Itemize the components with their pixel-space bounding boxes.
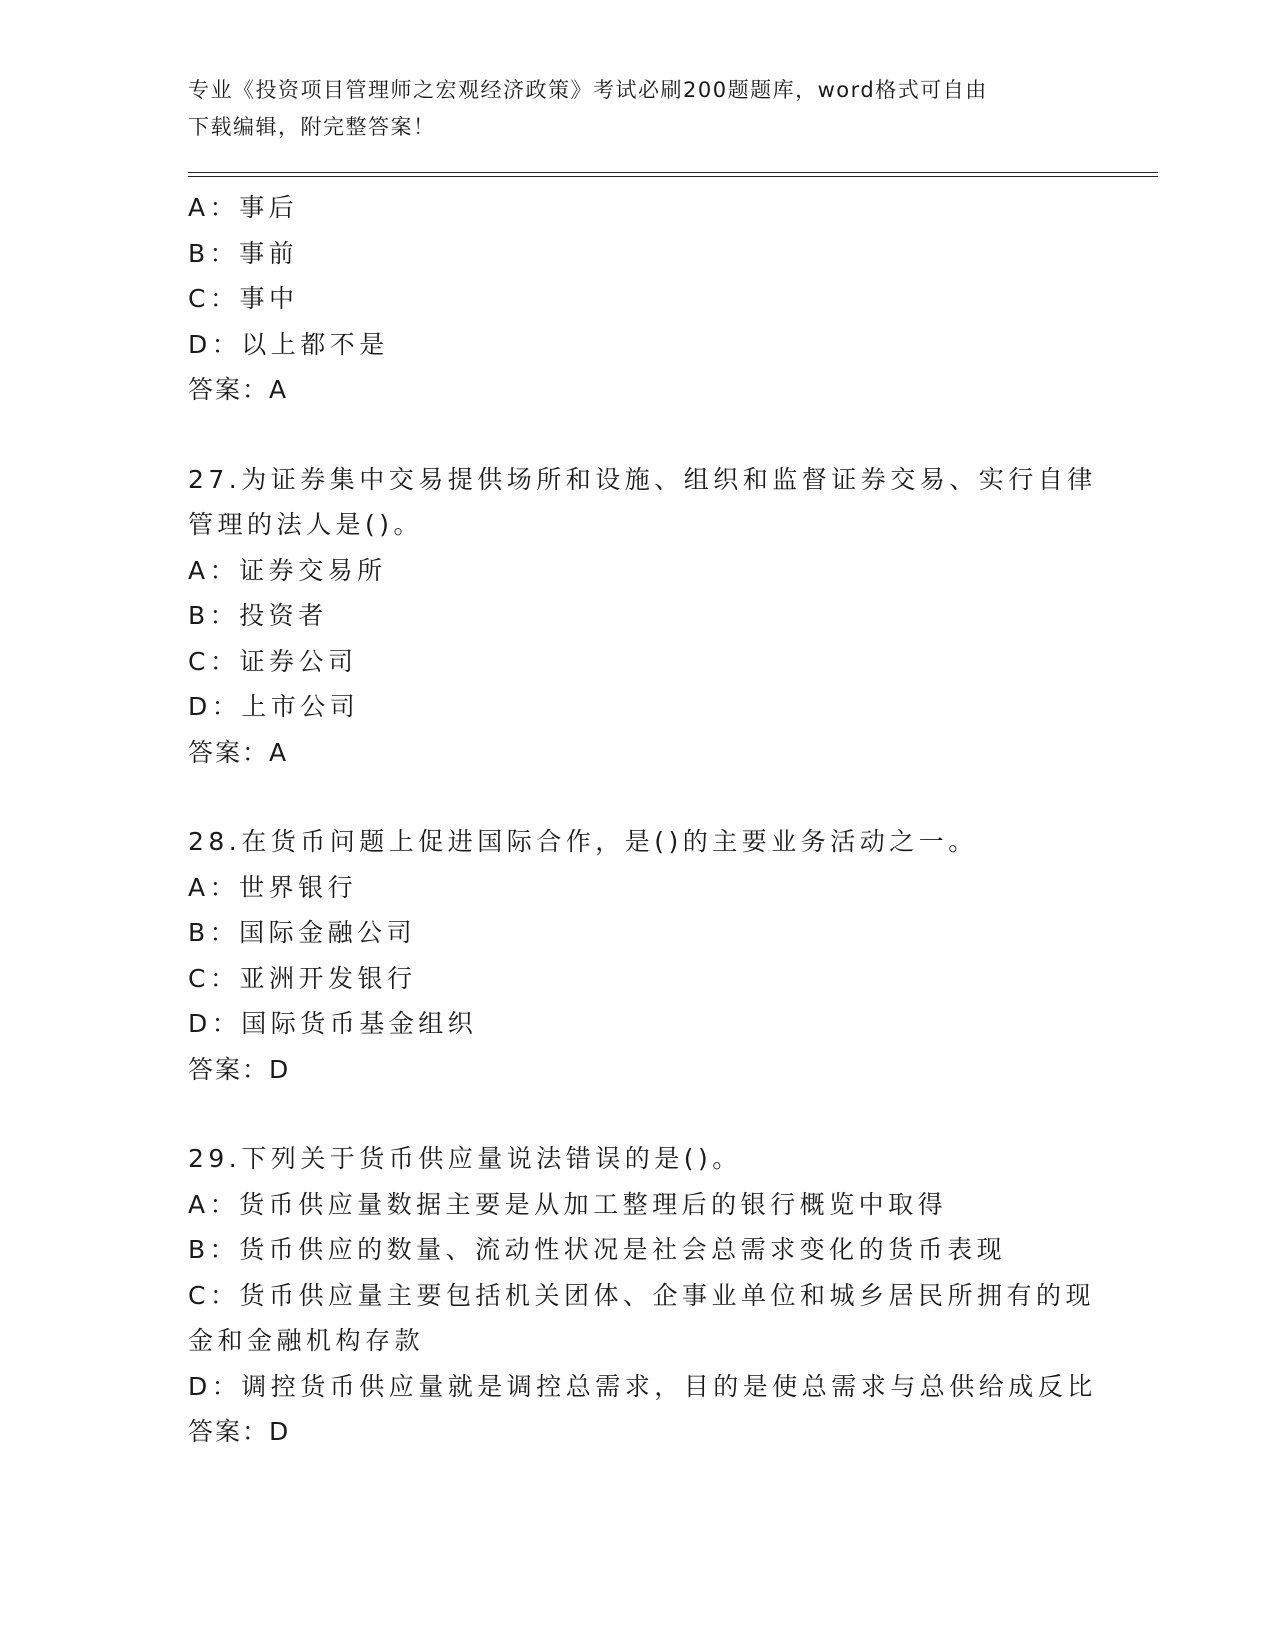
question-block <box>188 1136 1158 1455</box>
question-block <box>188 819 1158 1092</box>
option-b: B：国际金融公司 <box>188 918 417 947</box>
option-a: A：货币供应量数据主要是从加工整理后的银行概览中取得 <box>188 1189 948 1219</box>
option-c: C：货币供应量主要包括机关团体、企事业单位和城乡居民所拥有的现 <box>188 1280 1095 1310</box>
answer-value: A <box>269 737 289 767</box>
option-b: B：事前 <box>188 238 299 268</box>
option-c: C：证券公司 <box>188 646 358 676</box>
document-page <box>188 72 1158 1455</box>
answer-line <box>188 1047 1158 1093</box>
option-c: C：事中 <box>188 284 299 313</box>
option-a: A：事后 <box>188 193 299 222</box>
answer-line <box>188 730 1158 776</box>
answer-line <box>188 1409 1158 1455</box>
option-c: C：亚洲开发银行 <box>188 963 417 993</box>
question-stem: 管理的法人是()。 <box>188 510 424 539</box>
document-header <box>188 72 1158 146</box>
header-line-2: 下载编辑，附完整答案！ <box>188 115 436 139</box>
answer-label: 答案： <box>188 1417 270 1446</box>
answer-label: 答案： <box>188 1054 270 1084</box>
option-d: D：上市公司 <box>188 692 360 721</box>
answer-line <box>188 367 1158 413</box>
option-b: B：投资者 <box>188 601 328 630</box>
answer-label: 答案： <box>188 375 270 404</box>
option-c-continued: 金和金融机构存款 <box>188 1326 425 1355</box>
question-block <box>188 185 1158 413</box>
option-d: D：调控货币供应量就是调控总需求，目的是使总需求与总供给成反比 <box>188 1371 1097 1401</box>
question-stem: 28.在货币问题上促进国际合作，是()的主要业务活动之一。 <box>188 827 978 856</box>
option-b: B：货币供应的数量、流动性状况是社会总需求变化的货币表现 <box>188 1235 1007 1264</box>
header-line-1: 专业《投资项目管理师之宏观经济政策》考试必刷200题题库，word格式可自由 <box>188 78 988 102</box>
option-a: A：世界银行 <box>188 872 358 902</box>
question-stem: 29.下列关于货币供应量说法错误的是()。 <box>188 1144 742 1173</box>
question-block <box>188 457 1158 776</box>
answer-value: A <box>269 375 289 404</box>
question-list <box>188 185 1158 1455</box>
header-divider <box>188 172 1158 177</box>
option-a: A：证券交易所 <box>188 555 387 585</box>
answer-value: D <box>269 1054 291 1084</box>
answer-value: D <box>269 1417 291 1446</box>
question-stem: 27.为证券集中交易提供场所和设施、组织和监督证券交易、实行自律 <box>188 464 1097 494</box>
option-d: D：以上都不是 <box>188 329 389 359</box>
option-d: D：国际货币基金组织 <box>188 1009 478 1038</box>
answer-label: 答案： <box>188 737 270 767</box>
